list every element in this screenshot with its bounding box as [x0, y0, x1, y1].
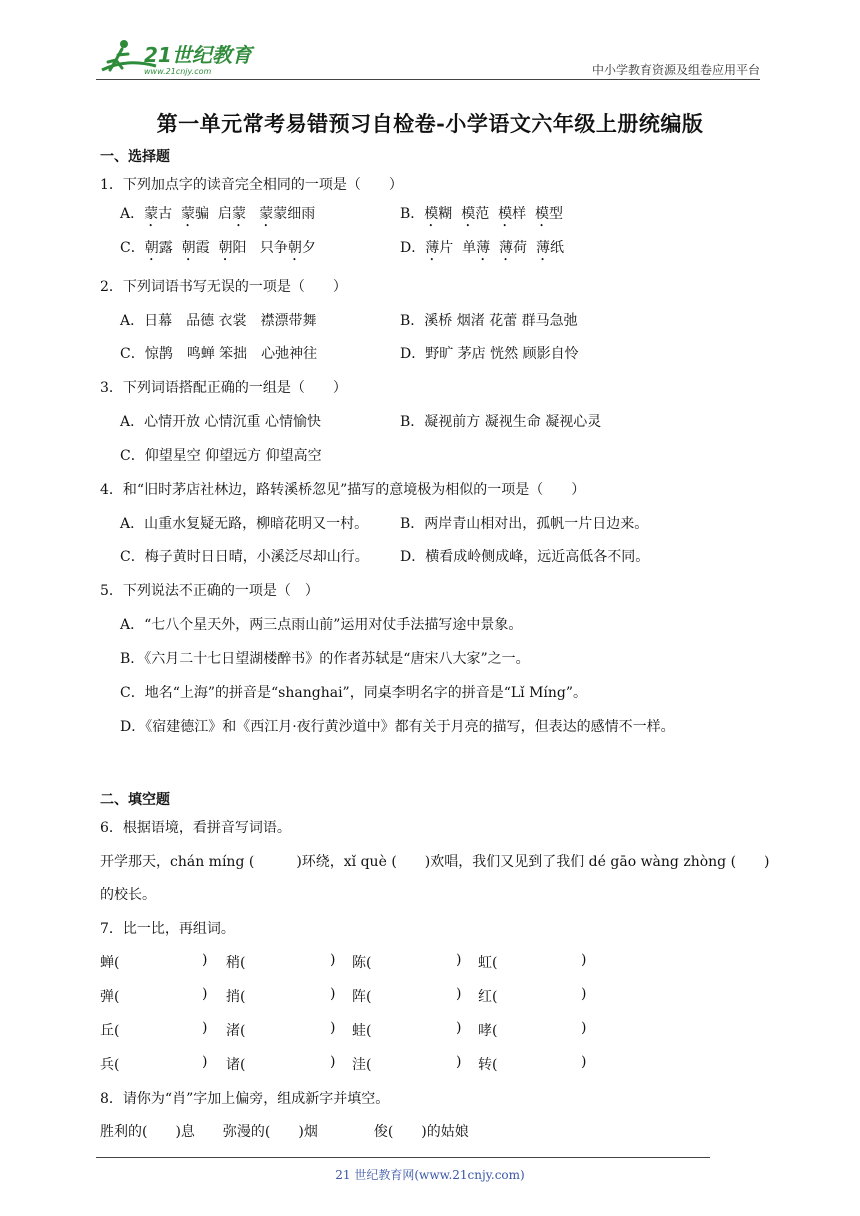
q4-option-d: D．横看成岭侧成峰，远近高低各不同。	[400, 549, 650, 565]
q2-option-c: C．惊鹊 鸣蝉 笨拙 心弛神往	[120, 346, 318, 362]
q5-option-a: A．“七八个星天外，两三点雨山前”运用对仗手法描写途中景象。	[120, 617, 523, 633]
q5-option-b: B．《六月二十七日望湖楼醉书》的作者苏轼是“唐宋八大家”之一。	[120, 651, 530, 667]
question-7-stem: 7．比一比，再组词。	[100, 921, 235, 937]
question-4-stem: 4．和“旧时茅店社林边，路转溪桥忽见”描写的意境极为相似的一项是（ ）	[100, 482, 586, 498]
q7-cell-close: )	[330, 1054, 336, 1070]
q7-cell: 蛙(	[352, 1023, 372, 1039]
runner-logo-icon	[96, 36, 266, 80]
q1-option-a	[120, 203, 315, 230]
q1-option-d: D．薄片 单薄 薄荷 薄纸	[400, 240, 564, 256]
q7-cell: 兵(	[100, 1057, 120, 1073]
q4-option-c: C．梅子黄时日日晴，小溪泛尽却山行。	[120, 549, 369, 565]
q7-cell-close: )	[202, 986, 208, 1002]
q5-option-c: C．地名“上海”的拼音是“shanghai”，同桌李明名字的拼音是“Lǐ Míng”。	[120, 685, 588, 701]
q7-cell: 洼(	[352, 1057, 372, 1073]
q7-cell-close: )	[581, 986, 587, 1002]
site-logo	[96, 36, 266, 80]
q3-option-c: C．仰望星空 仰望远方 仰望高空	[120, 448, 322, 464]
question-3-stem: 3．下列词语搭配正确的一组是（ ）	[100, 380, 347, 396]
q7-cell: 红(	[478, 989, 498, 1005]
q6-sentence-line2: 的校长。	[100, 887, 156, 903]
q4-option-a: A．山重水复疑无路，柳暗花明又一村。	[120, 516, 369, 532]
q7-cell-close: )	[581, 1054, 587, 1070]
q7-cell-close: )	[581, 1020, 587, 1036]
q7-cell-close: )	[330, 952, 336, 968]
q7-cell-close: )	[330, 1020, 336, 1036]
header-divider	[96, 79, 760, 80]
q7-cell: 虹(	[478, 955, 498, 971]
q7-cell: 蝉(	[100, 955, 120, 971]
q7-cell: 陈(	[352, 955, 372, 971]
q7-cell: 哮(	[478, 1023, 498, 1039]
question-5-stem: 5．下列说法不正确的一项是（ ）	[100, 583, 319, 599]
q2-option-d: D．野旷 茅店 恍然 顾影自怜	[400, 346, 579, 362]
q2-option-b: B．溪桥 烟渚 花蕾 群马急弛	[400, 313, 578, 329]
question-6-stem: 6．根据语境，看拼音写词语。	[100, 820, 291, 836]
footer-divider	[96, 1157, 710, 1158]
q4-option-b: B．两岸青山相对出，孤帆一片日边来。	[400, 516, 649, 532]
q1-option-b: B．模糊 模范 模样 模型	[400, 206, 564, 222]
footer-link[interactable]: 21 世纪教育网(www.21cnjy.com)	[335, 1168, 525, 1182]
q7-cell-close: )	[581, 952, 587, 968]
q5-option-d: D．《宿建德江》和《西江月·夜行黄沙道中》都有关于月亮的描写，但表达的感情不一样。	[120, 719, 675, 735]
question-8-stem: 8．请你为“肖”字加上偏旁，组成新字并填空。	[100, 1091, 390, 1107]
q7-row-2	[100, 986, 620, 1006]
question-2-stem: 2．下列词语书写无误的一项是（ ）	[100, 279, 347, 295]
section-heading-fill: 二、填空题	[100, 792, 170, 808]
svg-text:21世纪教育: 21世纪教育	[144, 43, 252, 67]
q2-option-a: A．日幕 品德 衣裳 襟漂带舞	[120, 313, 317, 329]
q7-cell-close: )	[202, 1054, 208, 1070]
q7-cell-close: )	[456, 1020, 462, 1036]
q7-row-4	[100, 1054, 620, 1074]
q7-cell: 转(	[478, 1057, 498, 1073]
q8-fill-line: 胜利的( )息 弥漫的( )烟 俊( )的姑娘	[100, 1124, 469, 1140]
q7-cell-close: )	[456, 986, 462, 1002]
q7-cell-close: )	[330, 986, 336, 1002]
svg-text:www.21cnjy.com: www.21cnjy.com	[144, 67, 212, 76]
q7-cell: 丘(	[100, 1023, 120, 1039]
q1-option-c: C．朝露 朝霞 朝阳 只争朝夕	[120, 240, 316, 256]
q7-cell-close: )	[202, 952, 208, 968]
page-title: 第一单元常考易错预习自检卷-小学语文六年级上册统编版	[156, 111, 704, 136]
question-1-stem: 1．下列加点字的读音完全相同的一项是（ ）	[100, 177, 403, 193]
q3-option-a: A．心情开放 心情沉重 心情愉快	[120, 414, 322, 430]
q7-cell: 诸(	[226, 1057, 246, 1073]
q7-cell: 稍(	[226, 955, 246, 971]
platform-label: 中小学教育资源及组卷应用平台	[591, 63, 760, 77]
q7-cell-close: )	[202, 1020, 208, 1036]
q7-cell: 弹(	[100, 989, 120, 1005]
q6-sentence-line1: 开学那天，chán míng ( )环绕，xǐ què ( )欢唱，我们又见到了我们 dé gāo wàng zhòng ( )	[100, 854, 770, 870]
q1-option-a-text: A．蒙古 蒙骗 启蒙 蒙蒙细雨	[120, 206, 316, 222]
section-heading-choice: 一、选择题	[100, 149, 170, 165]
q7-cell-close: )	[456, 1054, 462, 1070]
q7-cell-close: )	[456, 952, 462, 968]
q7-cell: 捎(	[226, 989, 246, 1005]
q3-option-b: B．凝视前方 凝视生命 凝视心灵	[400, 414, 602, 430]
q7-cell: 渚(	[226, 1023, 246, 1039]
q7-row-1	[100, 952, 620, 972]
q7-cell: 阵(	[352, 989, 372, 1005]
q7-row-3	[100, 1020, 620, 1040]
